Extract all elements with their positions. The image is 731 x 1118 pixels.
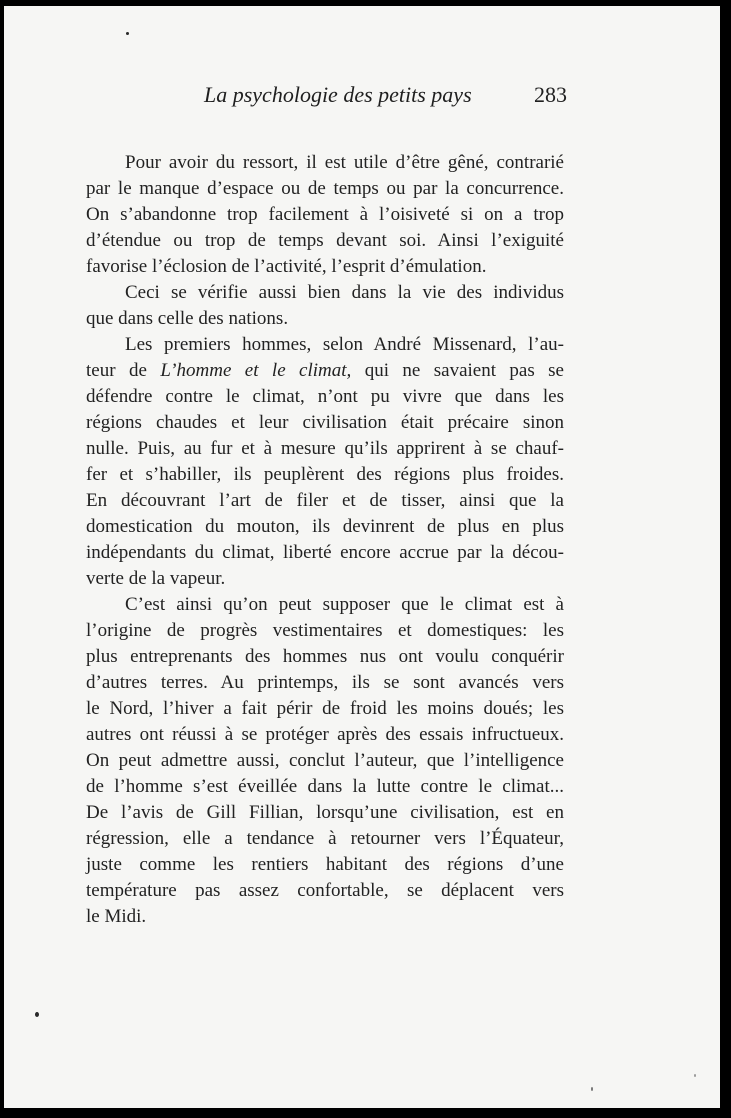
text-line: On peut admettre aussi, conclut l’auteur, que l’intelligence [86,750,564,771]
book-page [4,6,720,1108]
scan-speck [591,1087,593,1091]
text-fragment: qui ne savaient pas se [351,360,564,381]
text-line: juste comme les rentiers habitant des régions d’une [86,854,564,875]
text-line: indépendants du climat, liberté encore accrue par la décou- [86,542,564,563]
body-text [86,150,564,930]
text-line: que dans celle des nations. [86,308,289,329]
text-line: régression, elle a tendance à retourner vers l’Équateur, [86,828,564,849]
text-line: régions chaudes et leur civilisation était précaire sinon [86,412,564,433]
text-line-with-title [86,358,564,384]
text-line: d’autres terres. Au printemps, ils se sont avancés vers [86,672,564,693]
text-line: On s’abandonne trop facilement à l’oisiveté si on a trop [86,204,564,225]
text-line: Ceci se vérifie aussi bien dans la vie des individus [125,282,564,303]
text-line: le Midi. [86,906,147,927]
text-line: Pour avoir du ressort, il est utile d’être gêné, contrarié [125,152,564,173]
scan-speck [126,32,129,35]
running-title: La psychologie des petits pays [204,82,472,107]
text-line: l’origine de progrès vestimentaires et domestiques: les [86,620,564,641]
text-line: autres ont réussi à se protéger après des essais infructueux. [86,724,564,745]
text-line: C’est ainsi qu’on peut supposer que le climat est à [125,594,564,615]
text-line: verte de la vapeur. [86,568,226,589]
book-title: L’homme et le climat, [160,360,352,381]
scan-speck [35,1012,39,1017]
text-line: plus entreprenants des hommes nus ont voulu conquérir [86,646,564,667]
text-line: domestication du mouton, ils devinrent de plus en plus [86,516,564,537]
text-line: d’étendue ou trop de temps devant soi. Ainsi l’exiguité [86,230,564,251]
page-number: 283 [534,82,567,107]
scan-speck [694,1074,696,1077]
text-line: température pas assez confortable, se déplacent vers [86,880,564,901]
text-line: nulle. Puis, au fur et à mesure qu’ils apprirent à se chauf- [86,438,564,459]
text-line: De l’avis de Gill Fillian, lorsqu’une civilisation, est en [86,802,564,823]
text-line: défendre contre le climat, n’ont pu vivre que dans les [86,386,564,407]
scan-border-bottom [0,1108,731,1118]
text-fragment: teur de [86,360,161,381]
text-line: par le manque d’espace ou de temps ou par la concurrence. [86,178,564,199]
text-line: le Nord, l’hiver a fait périr de froid les moins doués; les [86,698,564,719]
text-line: fer et s’habiller, ils peuplèrent des régions plus froides. [86,464,564,485]
scan-border-right [720,6,731,1118]
text-line: de l’homme s’est éveillée dans la lutte contre le climat... [86,776,564,797]
text-line: En découvrant l’art de filer et de tisser, ainsi que la [86,490,564,511]
text-line: Les premiers hommes, selon André Missenard, l’au- [125,334,564,355]
text-line: favorise l’éclosion de l’activité, l’esprit d’émulation. [86,256,487,277]
